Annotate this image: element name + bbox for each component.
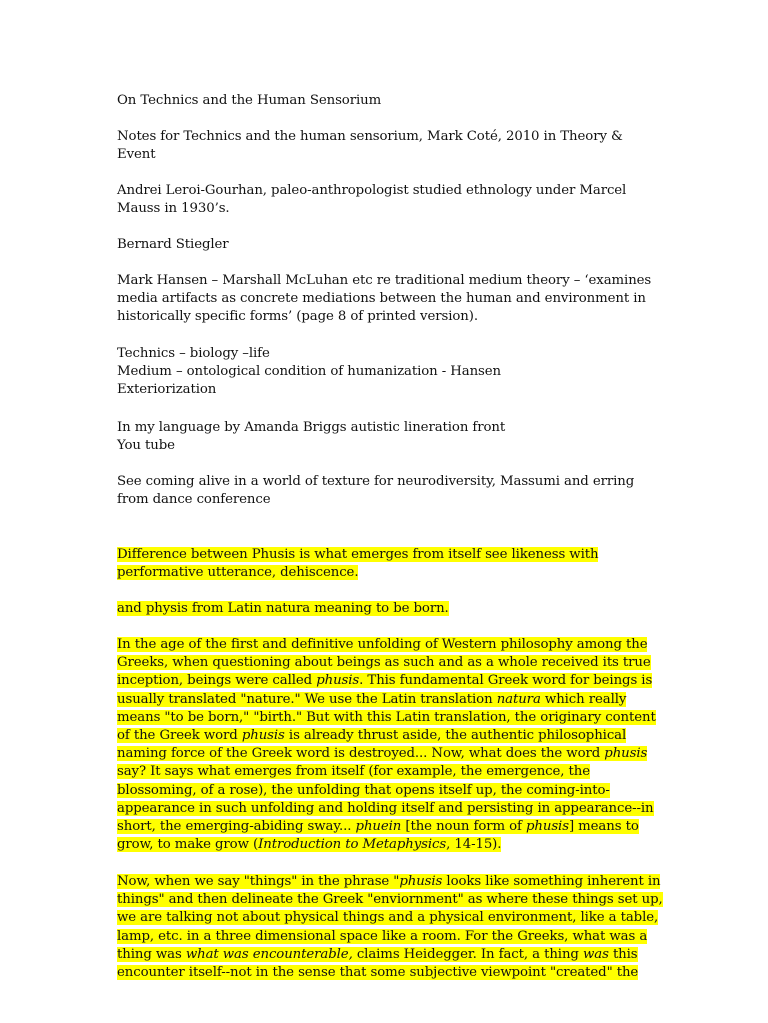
paragraph-line: media artifacts as concrete mediations between the human and environment in [117,291,646,307]
paragraph-line: Notes for Technics and the human sensorium, Mark Coté, 2010 in Theory & [117,129,623,144]
highlighted-line: short, the emerging-abiding sway... phuein [the noun form of phusis] means to [117,818,639,834]
highlighted-line: lamp, etc. in a three dimensional space like a room. For the Greeks, what was a [117,928,648,944]
document-title [117,92,657,110]
paragraph-line: Exteriorization [117,382,217,398]
paragraph-line: Medium – ontological condition of humanization - Hansen [117,364,502,380]
highlighted-paragraph-difference [117,546,657,582]
paragraph-language [117,419,657,455]
highlighted-line: things" and then delineate the Greek "enviornment" as where these things set up, [117,892,663,908]
highlighted-line: means "to be born," "birth." But with this Latin translation, the originary content [117,709,656,725]
paragraph-line: historically specific forms’ (page 8 of printed version). [117,309,478,325]
paragraph-line: Andrei Leroi-Gourhan, paleo-anthropologist studied ethnology under Marcel [117,183,627,198]
paragraph-leroi [117,182,657,218]
highlighted-line: encounter itself--not in the sense that some subjective viewpoint "created" the [117,964,639,980]
paragraph-line: Bernard Stiegler [117,237,229,252]
highlighted-line: naming force of the Greek word is destroyed... Now, what does the word phusis [117,746,648,762]
paragraph-stiegler [117,236,657,254]
highlighted-line: usually translated "nature." We use the Latin translation natura which really [117,691,627,707]
title-line: On Technics and the Human Sensorium [117,93,382,108]
highlighted-paragraph-quote [117,636,657,854]
highlighted-line: inception, beings were called phusis. This fundamental Greek word for beings is [117,673,653,689]
highlighted-line: grow, to make grow (Introduction to Metaphysics, 14-15). [117,837,502,853]
paragraph-notes [117,128,657,164]
highlighted-paragraph-physis [117,600,657,618]
paragraph-texture [117,473,657,509]
paragraph-line: Mauss in 1930’s. [117,201,230,217]
highlighted-line: say? It says what emerges from itself (for example, the emergence, the [117,764,591,780]
highlighted-line: blossoming, of a rose), the unfolding that opens itself up, the coming-into- [117,782,610,798]
paragraph-hansen [117,272,657,327]
highlighted-line: appearance in such unfolding and holding itself and persisting in appearance--in [117,800,654,816]
paragraph-line: from dance conference [117,492,271,508]
highlighted-line: performative utterance, dehiscence. [117,565,359,581]
paragraph-technics [117,345,657,400]
highlighted-line: of the Greek word phusis is already thrust aside, the authentic philosophical [117,727,627,743]
highlighted-line: and physis from Latin natura meaning to be born. [117,601,449,616]
highlighted-line: we are talking not about physical things and a physical environment, like a table, [117,910,659,926]
highlighted-line: thing was what was encounterable, claims Heidegger. In fact, a thing was this [117,946,638,962]
highlighted-paragraph-things [117,873,663,982]
paragraph-line: Event [117,147,156,163]
paragraph-line: You tube [117,438,175,454]
highlighted-line: In the age of the first and definitive unfolding of Western philosophy among the [117,637,648,652]
paragraph-line: See coming alive in a world of texture for neurodiversity, Massumi and erring [117,474,635,489]
highlighted-line: Difference between Phusis is what emerges from itself see likeness with [117,547,599,562]
paragraph-line: Technics – biology –life [117,346,270,361]
paragraph-line: In my language by Amanda Briggs autistic lineration front [117,420,506,435]
paragraph-line: Mark Hansen – Marshall McLuhan etc re traditional medium theory – ‘examines [117,273,652,288]
highlighted-line: Greeks, when questioning about beings as such and as a whole received its true [117,655,651,671]
highlighted-line: Now, when we say "things" in the phrase "phusis looks like something inherent in [117,874,661,889]
